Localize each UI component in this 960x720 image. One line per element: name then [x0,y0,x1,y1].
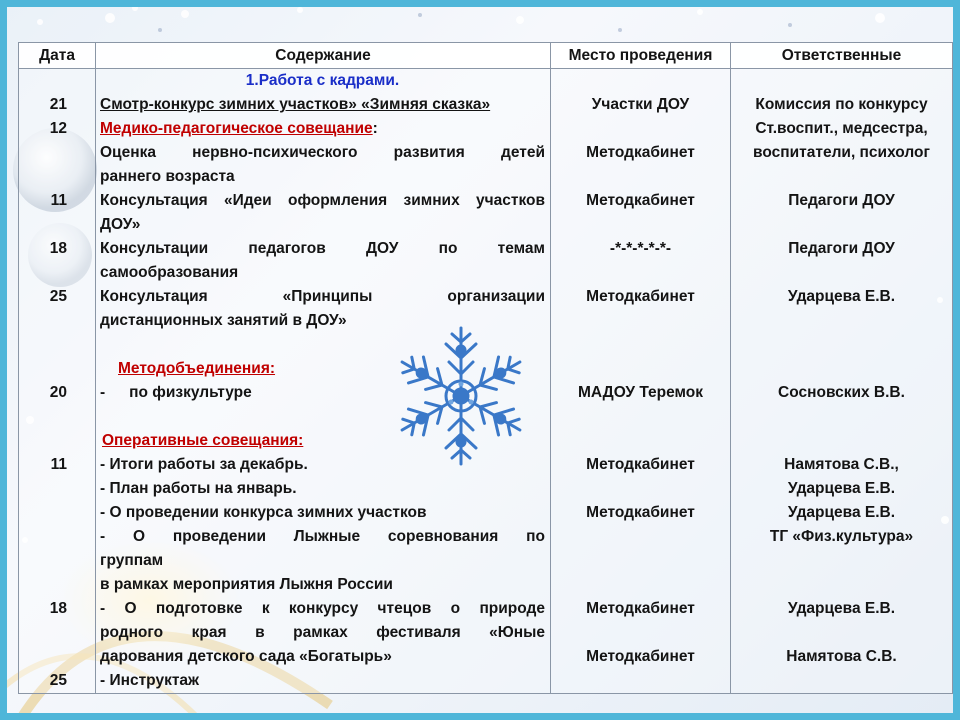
content-line: - О подготовке к конкурсу чтецов о природе [100,600,545,617]
responsible-cell: Сосновских В.В. [778,384,905,401]
content-line: ДОУ» [100,216,141,233]
responsible-cell: ТГ «Физ.культура» [769,528,914,545]
header-content: Содержание [96,43,551,69]
place-cell: Методкабинет [586,456,695,473]
date-cell: 18 [49,240,67,257]
date-cell: 25 [49,288,67,305]
content-line: Оценка нервно-психического развития детей [100,144,545,161]
content-line: дарования детского сада «Богатырь» [100,648,392,665]
content-line: родного края в рамках фестиваля «Юные [100,624,545,641]
content-line: - О проведении Лыжные соревнования по [100,528,545,545]
date-cell: 11 [50,192,67,209]
medped-title: Медико-педагогическое совещание [100,120,373,137]
contest-text: Смотр-конкурс зимних участков» «Зимняя сказка» [100,96,491,113]
method-dash: - [100,384,106,401]
method-item: по физкультуре [129,384,252,401]
responsible-cell: Ударцева Е.В. [787,504,896,521]
responsible-cell: Ударцева Е.В. [787,480,896,497]
content-line: Консультация «Принципы организации [100,288,545,305]
responsible-cell: Педагоги ДОУ [788,240,895,257]
responsible-cell: Комиссия по конкурсу [755,96,928,113]
responsible-cell: Ударцева Е.В. [787,288,896,305]
content-line: самообразования [100,264,239,281]
responsible-cell: Намятова С.В., [784,456,899,473]
medped-colon: : [372,120,378,137]
place-cell: Методкабинет [586,600,695,617]
content-line: Консультация «Идеи оформления зимних участков [100,192,545,209]
header-date: Дата [19,43,96,69]
responsible-cell: Ст.воспит., медсестра, [755,120,928,137]
content-line: - План работы на январь. [100,480,297,497]
date-cell: 20 [49,384,67,401]
responsible-cell: Педагоги ДОУ [788,192,895,209]
oper-title: Оперативные совещания: [102,432,304,449]
header-row [19,43,953,69]
responsible-cell: Намятова С.В. [786,648,897,665]
content-line: - Инструктаж [100,672,200,689]
content-line: - О проведении конкурса зимних участков [100,504,427,521]
responsible-cell: Ударцева Е.В. [787,600,896,617]
date-cell: 21 [49,96,67,113]
place-cell: Методкабинет [586,648,695,665]
responsible-cell: воспитатели, психолог [753,144,930,161]
method-title: Методобъединения: [118,360,276,377]
header-responsible: Ответственные [731,43,953,69]
date-cell: 18 [49,600,67,617]
content-line: группам [100,552,164,569]
content-line: дистанционных занятий в ДОУ» [100,312,347,329]
section-title: 1.Работа с кадрами. [245,72,400,89]
place-column [551,69,731,694]
place-cell: Методкабинет [586,504,695,521]
header-place: Место проведения [551,43,731,69]
place-cell: Методкабинет [586,144,695,161]
place-cell: Методкабинет [586,192,695,209]
place-cell: -*-*-*-*-*- [609,240,672,257]
date-cell: 12 [49,120,67,137]
place-cell: Участки ДОУ [591,96,690,113]
content-line: в рамках мероприятия Лыжня России [100,576,393,593]
responsible-column [731,69,953,694]
content-line: Консультации педагогов ДОУ по темам [100,240,545,257]
date-cell: 11 [50,456,67,473]
content-line: раннего возраста [100,168,235,185]
content-line: - Итоги работы за декабрь. [100,456,308,473]
place-cell: Методкабинет [586,288,695,305]
date-column [19,69,96,694]
place-cell: МАДОУ Теремок [577,384,704,401]
snowflake-icon [386,322,536,470]
date-cell: 25 [49,672,67,689]
